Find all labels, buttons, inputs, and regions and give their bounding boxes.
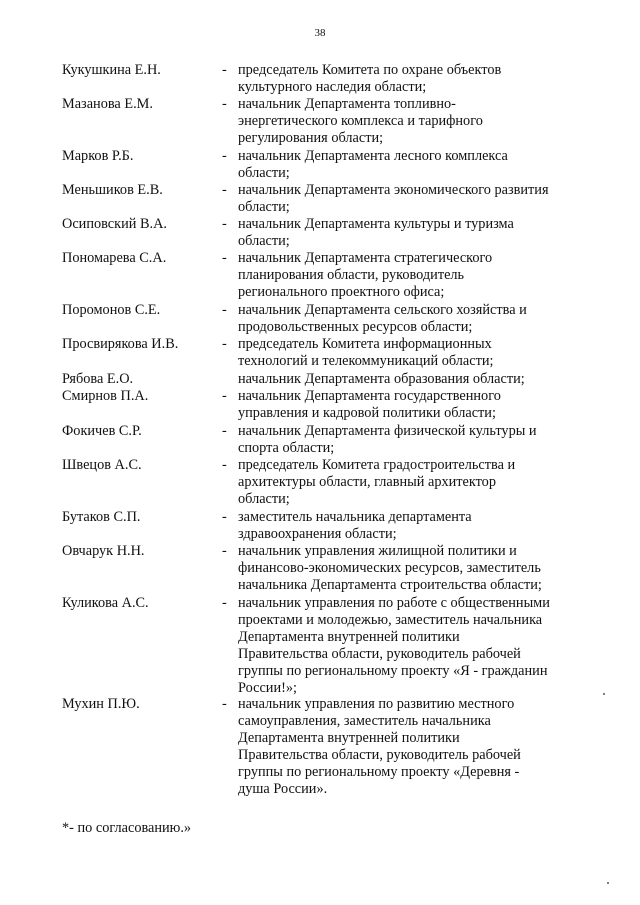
member-dash <box>222 371 238 388</box>
member-name: Куликова А.С. <box>62 595 149 611</box>
member-role: начальник Департамента сельского хозяйства и продовольственных ресурсов области; <box>238 302 527 335</box>
member-entry <box>62 509 582 543</box>
member-entry <box>62 96 582 147</box>
member-entry <box>62 696 582 798</box>
member-name: Мухин П.Ю. <box>62 696 140 712</box>
member-dash: - <box>222 509 227 525</box>
member-entry <box>62 216 582 250</box>
member-name: Бутаков С.П. <box>62 509 141 525</box>
member-name: Пономарева С.А. <box>62 250 167 266</box>
member-role: начальник Департамента физической культуры и спорта области; <box>238 423 537 456</box>
member-entry <box>62 371 582 388</box>
member-entry <box>62 595 582 697</box>
member-dash: - <box>222 543 227 559</box>
member-name: Осиповский В.А. <box>62 216 167 232</box>
member-name: Рябова Е.О. <box>62 371 134 387</box>
member-entry <box>62 302 582 336</box>
member-role: председатель Комитета информационных технологий и телекоммуникаций области; <box>238 336 494 369</box>
member-role: начальник Департамента образования области; <box>238 371 525 387</box>
member-name: Фокичев С.Р. <box>62 423 142 439</box>
member-name: Швецов А.С. <box>62 457 142 473</box>
member-entry <box>62 388 582 422</box>
member-entry <box>62 62 582 96</box>
member-name: Поромонов С.Е. <box>62 302 161 318</box>
member-role: начальник Департамента культуры и туризма области; <box>238 216 514 249</box>
footnote: *- по согласованию.» <box>62 820 192 836</box>
scan-speck <box>607 882 609 884</box>
member-entry <box>62 182 582 216</box>
member-role: заместитель начальника департамента здравоохранения области; <box>238 509 472 542</box>
member-name: Марков Р.Б. <box>62 148 134 164</box>
member-role: начальник управления жилищной политики и финансово-экономических ресурсов, заместитель начальника Департамента строительства области; <box>238 543 542 593</box>
member-entry <box>62 148 582 182</box>
member-name: Смирнов П.А. <box>62 388 149 404</box>
member-role: начальник Департамента государственного управления и кадровой политики области; <box>238 388 501 421</box>
member-entry <box>62 336 582 370</box>
member-role: начальник Департамента топливно- энергетического комплекса и тарифного регулирования области; <box>238 96 483 146</box>
member-name: Меньшиков Е.В. <box>62 182 163 198</box>
member-name: Овчарук Н.Н. <box>62 543 145 559</box>
member-role: начальник Департамента экономического развития области; <box>238 182 549 215</box>
member-dash: - <box>222 302 227 318</box>
member-entry <box>62 543 582 594</box>
member-dash: - <box>222 696 227 712</box>
member-dash: - <box>222 457 227 473</box>
member-name: Просвирякова И.В. <box>62 336 179 352</box>
member-role: председатель Комитета градостроительства и архитектуры области, главный архитектор области; <box>238 457 516 507</box>
member-dash: - <box>222 96 227 112</box>
member-dash: - <box>222 250 227 266</box>
member-entry <box>62 250 582 301</box>
member-dash: - <box>222 62 227 78</box>
member-name: Мазанова Е.М. <box>62 96 153 112</box>
member-dash: - <box>222 336 227 352</box>
member-dash: - <box>222 148 227 164</box>
member-role: начальник управления по развитию местного самоуправления, заместитель начальника Департамента внутренней политики Правительства области, руководитель рабочей группы по региональному проекту «Деревня - душа России». <box>238 696 521 797</box>
member-dash: - <box>222 595 227 611</box>
member-entry <box>62 457 582 508</box>
member-role: начальник Департамента лесного комплекса области; <box>238 148 508 181</box>
member-dash: - <box>222 216 227 232</box>
member-dash: - <box>222 388 227 404</box>
member-role: начальник Департамента стратегического планирования области, руководитель регионального проектного офиса; <box>238 250 493 300</box>
member-entry <box>62 423 582 457</box>
member-role: начальник управления по работе с общественными проектами и молодежью, заместитель начальника Департамента внутренней политики Правительства области, руководитель рабочей группы по региональному проекту «Я - гражданин России!»; <box>238 595 550 696</box>
member-role: председатель Комитета по охране объектов культурного наследия области; <box>238 62 502 95</box>
scan-speck <box>603 693 605 695</box>
member-dash: - <box>222 423 227 439</box>
member-dash: - <box>222 182 227 198</box>
page-number: 38 <box>314 27 326 39</box>
member-name: Кукушкина Е.Н. <box>62 62 161 78</box>
